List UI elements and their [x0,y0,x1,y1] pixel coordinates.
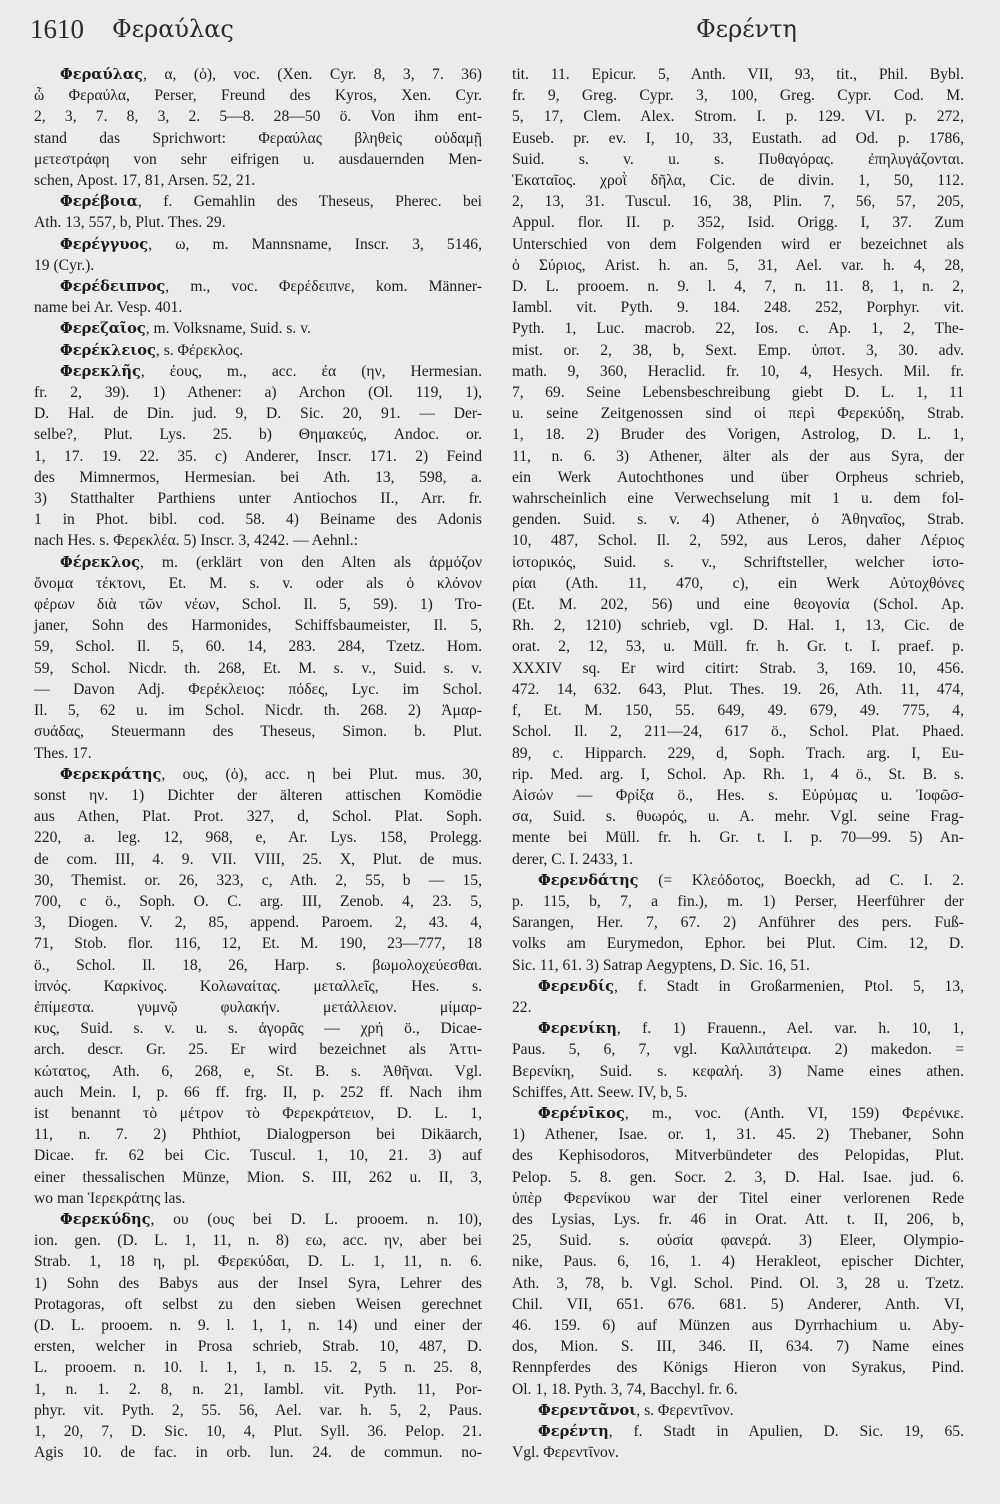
dictionary-entry-start-line [34,764,482,785]
dictionary-entry-start-line [512,1018,964,1039]
dictionary-text-line: 472. 14, 632. 643, Plut. Thes. 19. 26, Ath. 11, 474, [512,680,964,698]
dictionary-text-line: Rennpferdes des Königs Hieron von Syrakus, Pind. [512,1359,964,1377]
entry-text: , α, (ὁ), voc. (Xen. Cyr. 8, 3, 7. 36) [143,66,482,83]
dictionary-text-line: 71, Stob. flor. 116, 12, Et. M. 190, 23—777, 18 [34,935,482,953]
entry-text: , ω, m. Mannsname, Inscr. 3, 5146, [148,235,482,253]
dictionary-text-line: — Davon Adj. Φερέκλειος: πόδες, Lyc. im Schol. [34,680,482,698]
dictionary-text-line: ist benannt τὸ μέτρον τὸ Φερεκράτειον, D. L. 1, [34,1104,482,1122]
entry-text: , s. Φερεντῖνον. [636,1401,734,1419]
dictionary-text-line: 1, n. 1. 2. 8, n. 21, Iambl. vit. Pyth. 11, Por- [34,1380,482,1398]
headword: Φερενδάτης [538,871,639,889]
entry-text: , m., voc. Φερέδειπνε, kom. Männer- [165,278,482,296]
running-head-last-entry: Φερέντη [696,15,797,43]
dictionary-text-line: 25, Suid. s. οὐσία φανερά. 3) Eleer, Olympio- [512,1232,964,1250]
dictionary-text-line: name bei Ar. Vesp. 401. [34,299,183,317]
dictionary-text-line: φέρων διὰ τῶν νέων, Schol. Il. 5, 59). 1) Tro- [34,596,482,614]
dictionary-text-line: mist. or. 2, 38, b, Sext. Emp. ὑποτ. 3, 30. adv. [512,341,964,359]
dictionary-text-line: stand das Sprichwort: Φεραύλας βληθεὶς οὐδαμῇ [34,129,482,147]
dictionary-text-line: ion. gen. (D. L. 1, 11, n. 8) εω, acc. ην, aber bei [34,1232,482,1250]
entry-text: (= Κλεόδοτος, Boeckh, ad C. I. 2. [638,871,964,889]
dictionary-text-line: Strab. 1, 18 η, pl. Φερεκύδαι, D. L. 1, 11, n. 6. [34,1253,482,1271]
dictionary-text-line: ὄνομα τέκτονι, Et. M. s. v. oder als ὁ κλόνον [34,574,482,592]
dictionary-text-line: Unterschied von dem Folgenden wird er bezeichnet als [512,235,964,253]
entry-text: , f. 1) Frauenn., Ael. var. h. 10, 1, [616,1020,964,1038]
entry-text: , f. Gemahlin des Theseus, Pherec. bei [137,193,482,211]
dictionary-text-line: σα, Suid. s. θυωρός, u. A. mehr. Vgl. seine Frag- [512,808,964,826]
headword: Φερένῑκος [538,1104,625,1122]
dictionary-text-line: Appul. flor. II. p. 352, Isid. Origg. I, 37. Zum [512,214,964,232]
dictionary-text-line: dos, Mion. S. III, 346. II, 634. 7) Name eines [512,1338,964,1356]
dictionary-text-line: 5, 17, Clem. Alex. Strom. I. p. 129. VI. p. 272, [512,108,964,126]
dictionary-text-line: 10, 487, Schol. Il. 2, 592, aus Leros, daher Λέριος [512,532,964,550]
headword: Φερεζαῖος [60,320,146,338]
dictionary-text-line: 19 (Cyr.). [34,256,95,274]
dictionary-text-line: 1 in Phot. bibl. cod. 58. 4) Beiname des Adonis [34,511,482,529]
dictionary-text-line: auch Mein. I, p. 66 ff. frg. II, p. 252 ff. Nach ihm [34,1083,482,1101]
dictionary-text-line: L. prooem. n. 10. l. 1, 1, n. 15. 2, 5 n. 25. 8, [34,1359,482,1377]
dictionary-text-line: phyr. vit. Pyth. 2, 55. 56, Ael. var. h. 5, 2, Paus. [34,1401,482,1419]
right-column [512,64,964,1463]
dictionary-text-line: derer, C. I. 2433, 1. [512,850,634,868]
dictionary-text-line: ὑπὲρ Φερενίκου war der Titel einer verlorenen Rede [512,1189,964,1207]
dictionary-text-line: Vgl. Φερεντῖνον. [512,1444,619,1462]
page-number: 1610 [30,14,84,44]
dictionary-entry-start-line [34,64,482,85]
dictionary-text-line: Βερενίκη, Suid. s. κεφαλή. 3) Name eines athen. [512,1062,964,1080]
dictionary-text-line: wahrscheinlich eine Verwechselung mit 1 u. dem fol- [512,490,964,508]
dictionary-text-line: 22. [512,998,532,1016]
dictionary-text-line: nach Hes. s. Φερεκλέα. 5) Inscr. 3, 4242. — Aehnl.: [34,532,359,550]
dictionary-entry-start-line [512,1103,964,1124]
headword: Φερέντη [538,1423,609,1440]
dictionary-text-line: rip. Med. arg. I, Schol. Ap. Rh. 1, 4 ö., St. B. s. [512,765,964,783]
entry-text: , f. Stadt in Großarmenien, Ptol. 5, 13, [613,977,964,995]
dictionary-entry-start-line [34,191,482,212]
dictionary-text-line: D. Hal. de Din. jud. 9, D. Sic. 20, 91. — Der- [34,405,482,423]
entry-text: , m. (erklärt von den Alten als ἁρμόζον [139,553,482,571]
dictionary-text-line: fr. 2, 39). 1) Athener: a) Archon (Ol. 119, 1), [34,384,482,402]
entry-text: , s. Φέρεκλος. [155,341,244,359]
dictionary-text-line: ö., Schol. Il. 18, 26, Harp. s. βωμολοχεύεσθαι. [34,956,482,974]
dictionary-text-line: 220, a. leg. 12, 968, e, Ar. Lys. 158, Prolegg. [34,829,482,847]
dictionary-text-line: Paus. 5, 6, 7, vgl. Καλλιπάτειρα. 2) makedon. = [512,1041,964,1059]
entry-text: , έους, m., acc. έα (ην, Hermesian. [140,362,482,380]
dictionary-text-line: Αἰσών — Φρίξα ö., Hes. s. Εὐρύμας u. Ἰοφῶσ- [512,786,964,804]
headword: Φερέκλειος [60,341,156,359]
dictionary-text-line: wo man Ἱερεκράτης las. [34,1189,186,1207]
dictionary-text-line: einer thessalischen Münze, Mion. S. III, 262 u. II, 3, [34,1168,482,1186]
headword: Φεραύλας [60,66,143,83]
dictionary-entry-start-line [34,234,482,255]
headword: Φερεκλῆς [60,362,141,380]
dictionary-text-line: selbe?, Plut. Lys. 25. b) Θημακεύς, Andoc. or. [34,426,482,444]
dictionary-text-line: συάδας, Steuermann des Theseus, Simon. b. Plut. [34,723,482,741]
dictionary-text-line: 1, 17. 19. 22. 35. c) Anderer, Inscr. 171. 2) Feind [34,447,482,465]
dictionary-text-line: arch. descr. Gr. 25. Er wird bezeichnet als Ἀττι- [34,1041,482,1059]
dictionary-text-line: tit. 11. Epicur. 5, Anth. VII, 93, tit., Phil. Bybl. [512,66,964,83]
dictionary-text-line: 46. 159. 6) auf Münzen aus Dyrrhachium u. Aby- [512,1316,964,1334]
dictionary-text-line: Iambl. vit. Pyth. 9. 184. 248. 252, Porphyr. vit. [512,299,964,317]
dictionary-text-line: 1, 18. 2) Bruder des Vorigen, Astrolog, D. L. 1, [512,426,964,444]
headword: Φερέδειπνος [60,278,166,296]
dictionary-entry-start-line [34,318,482,339]
dictionary-text-line: Agis 10. de fac. in orb. lun. 24. de commun. no- [34,1444,482,1462]
entry-text: , ου (ους bei D. L. prooem. n. 10), [150,1210,482,1228]
dictionary-entry-start-line [34,552,482,573]
dictionary-text-line: Euseb. pr. ev. I, 10, 33, Eustath. ad Od. p. 1786, [512,129,964,147]
dictionary-text-line: Pyth. 1, Luc. macrob. 22, Ios. c. Ap. 1, 2, The- [512,320,964,338]
dictionary-text-line: Protagoras, oft selbst zu den sieben Weisen gerechnet [34,1295,482,1313]
dictionary-text-line: Thes. 17. [34,744,92,762]
dictionary-text-line: κυς, Suid. s. v. u. s. ἀγορᾶς — χρή ö., Dicae- [34,1020,482,1038]
dictionary-entry-start-line [34,276,482,297]
entry-text: , ους, (ὁ), acc. η bei Plut. mus. 30, [161,765,482,783]
dictionary-entry-start-line [34,1209,482,1230]
dictionary-text-line: Ol. 1, 18. Pyth. 3, 74, Bacchyl. fr. 6. [512,1380,738,1398]
dictionary-text-line: de com. III, 4. 9. VII. VIII, 25. X, Plut. de mus. [34,850,482,868]
dictionary-text-line: Rh. 2, 1210) schrieb, vgl. D. Hal. 1, 13, Cic. de [512,617,964,635]
dictionary-text-line: 89, c. Hipparch. 229, d, Soph. Trach. arg. I, Eu- [512,744,964,762]
headword: Φερενδίς [538,977,614,995]
dictionary-text-line: nike, Paus. 6, 16, 1. 4) Herakleot, epischer Dichter, [512,1253,964,1271]
dictionary-text-line: Suid. s. v. u. s. Πυθαγόρας. ἐπηλυγάζονται. [512,150,964,168]
dictionary-text-line: des Kephisodoros, Mitverbündeter des Pelopidas, Plut. [512,1147,964,1165]
dictionary-text-line: sonst ην. 1) Dichter der älteren attischen Komödie [34,786,482,804]
headword: Φερέγγυος [60,235,149,253]
dictionary-text-line: genden. Suid. s. v. 4) Athener, ὁ Ἀθηναῖος, Strab. [512,511,964,529]
dictionary-text-line: mente bei Müll. fr. h. Gr. t. I. p. 70—99. 5) An- [512,829,964,847]
dictionary-text-line: Ἑκαταῖος. χροῒ δῆλα, Cic. de divin. 1, 50, 112. [512,172,964,190]
dictionary-text-line: p. 115, b, 7, a fin.), m. 1) Perser, Heerführer der [512,892,964,910]
dictionary-entry-start-line [34,361,482,382]
dictionary-text-line: 59, Schol. Nicdr. th. 268, Et. M. s. v., Suid. s. v. [34,659,482,677]
dictionary-entry-start-line [512,870,964,891]
dictionary-text-line: 59, Schol. Il. 5, 60. 14, 283. 284, Tzetz. Hom. [34,638,482,656]
headword: Φερεκύδης [60,1210,151,1228]
dictionary-text-line: 2, 13, 31. Tuscul. 16, 38, Plin. 7, 56, 57, 205, [512,193,964,211]
dictionary-text-line: XXXIV sq. Er wird citirt: Strab. 3, 169. 10, 456. [512,659,964,677]
dictionary-text-line: orat. 2, 12, 53, u. Müll. fr. h. Gr. t. I. praef. p. [512,638,964,656]
dictionary-text-line: 1, 20, 7, D. Sic. 10, 4, Plut. Syll. 36. Pelop. 21. [34,1423,482,1440]
dictionary-text-line: f, Et. M. 150, 55. 649, 49. 679, 49. 775, 4, [512,702,964,720]
running-head-first-entry: Φεραύλας [112,15,234,43]
dictionary-entry-start-line [512,1421,964,1442]
dictionary-text-line: ὦ Φεραύλα, Perser, Freund des Kyros, Xen. Cyr. [34,87,482,105]
dictionary-text-line: 2, 3, 7. 8, 3, 2. 5—8. 28—50 ö. Von ihm ent- [34,108,482,126]
dictionary-entry-start-line [34,340,482,361]
dictionary-text-line: Il. 5, 62 u. im Schol. Nicdr. th. 268. 2) Ἀμαρ- [34,702,482,720]
headword: Φέρεκλος [60,553,140,571]
dictionary-text-line: (D. L. prooem. n. 9. l. 1, 1, n. 14) und einer der [34,1316,482,1334]
dictionary-text-line: 3, Diogen. V. 2, 85, append. Paroem. 2, 43. 4, [34,914,482,932]
dictionary-text-line: 11, n. 7. 2) Phthiot, Dialogperson bei Dikäarch, [34,1126,482,1144]
dictionary-text-line: Sarangen, Her. 7, 67. 2) Anführer des pers. Fuß- [512,914,964,932]
dictionary-text-line: schen, Apost. 17, 81, Arsen. 52, 21. [34,172,256,190]
dictionary-text-line: 11, n. 6. 3) Athener, älter als der aus Syra, der [512,447,964,465]
dictionary-text-line: ἱστορικός, Suid. s. v., Schriftsteller, welcher ἱστο- [512,553,964,571]
dictionary-text-line: Ath. 3, 78, b. Vgl. Schol. Pind. Ol. 3, 28 u. Tzetz. [512,1274,964,1292]
entry-text: , m. Volksname, Suid. s. v. [145,320,311,338]
entry-text: , f. Stadt in Apulien, D. Sic. 19, 65. [608,1423,964,1440]
dictionary-text-line: 3) Statthalter Parthiens unter Antiochos II., Arr. fr. [34,490,482,508]
dictionary-text-line: fr. 9, Greg. Cypr. 3, 100, Greg. Cypr. Cod. M. [512,87,964,105]
headword: Φερεντᾶνοι [538,1401,637,1419]
dictionary-text-line: 30, Themist. or. 26, 323, c, Ath. 2, 55, b — 15, [34,871,482,889]
dictionary-text-line: 7, 69. Seine Lebensbeschreibung giebt D. L. 1, 11 [512,384,964,402]
dictionary-text-line: Schiffes, Att. Seew. IV, b, 5. [512,1083,688,1101]
entry-text: , m., voc. (Anth. VI, 159) Φερένικε. [624,1104,964,1122]
dictionary-text-line: janer, Sohn des Harmonides, Schiffsbaumeister, Il. 5, [34,617,482,635]
dictionary-text-line: ἐπίμεστα. γυμνῷ φυλακήν. μετάλλειον. μίμαρ- [34,998,482,1016]
dictionary-text-line: Dicae. fr. 62 bei Cic. Tuscul. 1, 10, 21. 3) auf [34,1147,482,1165]
dictionary-text-line: Sic. 11, 61. 3) Satrap Aegyptens, D. Sic. 16, 51. [512,956,810,974]
dictionary-text-line: Chil. VII, 651. 676. 681. 5) Anderer, Anth. VI, [512,1295,964,1313]
dictionary-text-line: ὁ Σύριος, Arist. h. an. 5, 31, Ael. var. h. 4, 28, [512,256,964,274]
dictionary-text-line: ἰπνός. Καρκίνος. Κολωναίτας. μεταλλεῖς, Hes. s. [34,977,482,995]
dictionary-text-line: ein Werk Autochthones und über Orpheus schrieb, [512,468,964,486]
headword: Φερεκράτης [60,765,162,783]
headword: Φερενίκη [538,1020,617,1038]
dictionary-text-line: math. 9, 360, Heraclid. fr. 10, 4, Hesych. Mil. fr. [512,362,964,380]
dictionary-text-line: aus Athen, Plat. Prot. 327, d, Schol. Plat. Soph. [34,808,482,826]
dictionary-entry-start-line [512,976,964,997]
dictionary-text-line: des Mimnermos, Hermesian. bei Ath. 13, 598, a. [34,468,482,486]
dictionary-text-line: 700, c ö., Soph. O. C. arg. III, Zenob. 4, 23. 5, [34,892,482,910]
dictionary-text-line: Ath. 13, 557, b, Plut. Thes. 29. [34,214,226,232]
dictionary-text-line: ersten, welcher in Prosa schrieb, Strab. 10, 487, D. [34,1338,482,1356]
page-header [0,12,1000,52]
dictionary-text-line: 1) Athener, Isae. or. 1, 31. 45. 2) Thebaner, Sohn [512,1126,964,1144]
dictionary-text-line: Schol. Il. 2, 211—24, 617 ö., Schol. Plat. Phaed. [512,723,964,741]
dictionary-text-line: Pelop. 5. 8. gen. Socr. 2. 3, D. Hal. Isae. jud. 6. [512,1168,964,1186]
dictionary-text-line: κώτατος, Ath. 6, 268, e, St. B. s. Ἀθῆναι. Vgl. [34,1062,482,1080]
dictionary-text-line: u. seine Zeitgenossen sind οἱ περὶ Φερεκύδη, Strab. [512,405,964,423]
dictionary-text-line: 1) Sohn des Babys aus der Insel Syra, Lehrer des [34,1274,482,1292]
dictionary-text-line: volks am Eurymedon, Ephor. bei Plut. Cim. 12, D. [512,935,964,953]
dictionary-text-line: ρίαι (Ath. 11, 470, c), ein Werk Αὐτοχθόνες [512,574,964,592]
dictionary-text-line: D. L. prooem. n. 9. l. 4, 7, n. 11. 8, 1, n. 2, [512,278,964,296]
dictionary-text-line: des Lysias, Lys. fr. 46 in Orat. Att. t. II, 206, b, [512,1210,964,1228]
dictionary-text-line: μετεστράφη von sehr eifrigen u. ausdauernden Men- [34,150,482,168]
left-column [34,64,482,1463]
dictionary-entry-start-line [512,1400,964,1421]
headword: Φερέβοια [60,193,138,211]
dictionary-text-line: (Et. M. 202, 56) und eine θεογονία (Schol. Ap. [512,596,964,614]
